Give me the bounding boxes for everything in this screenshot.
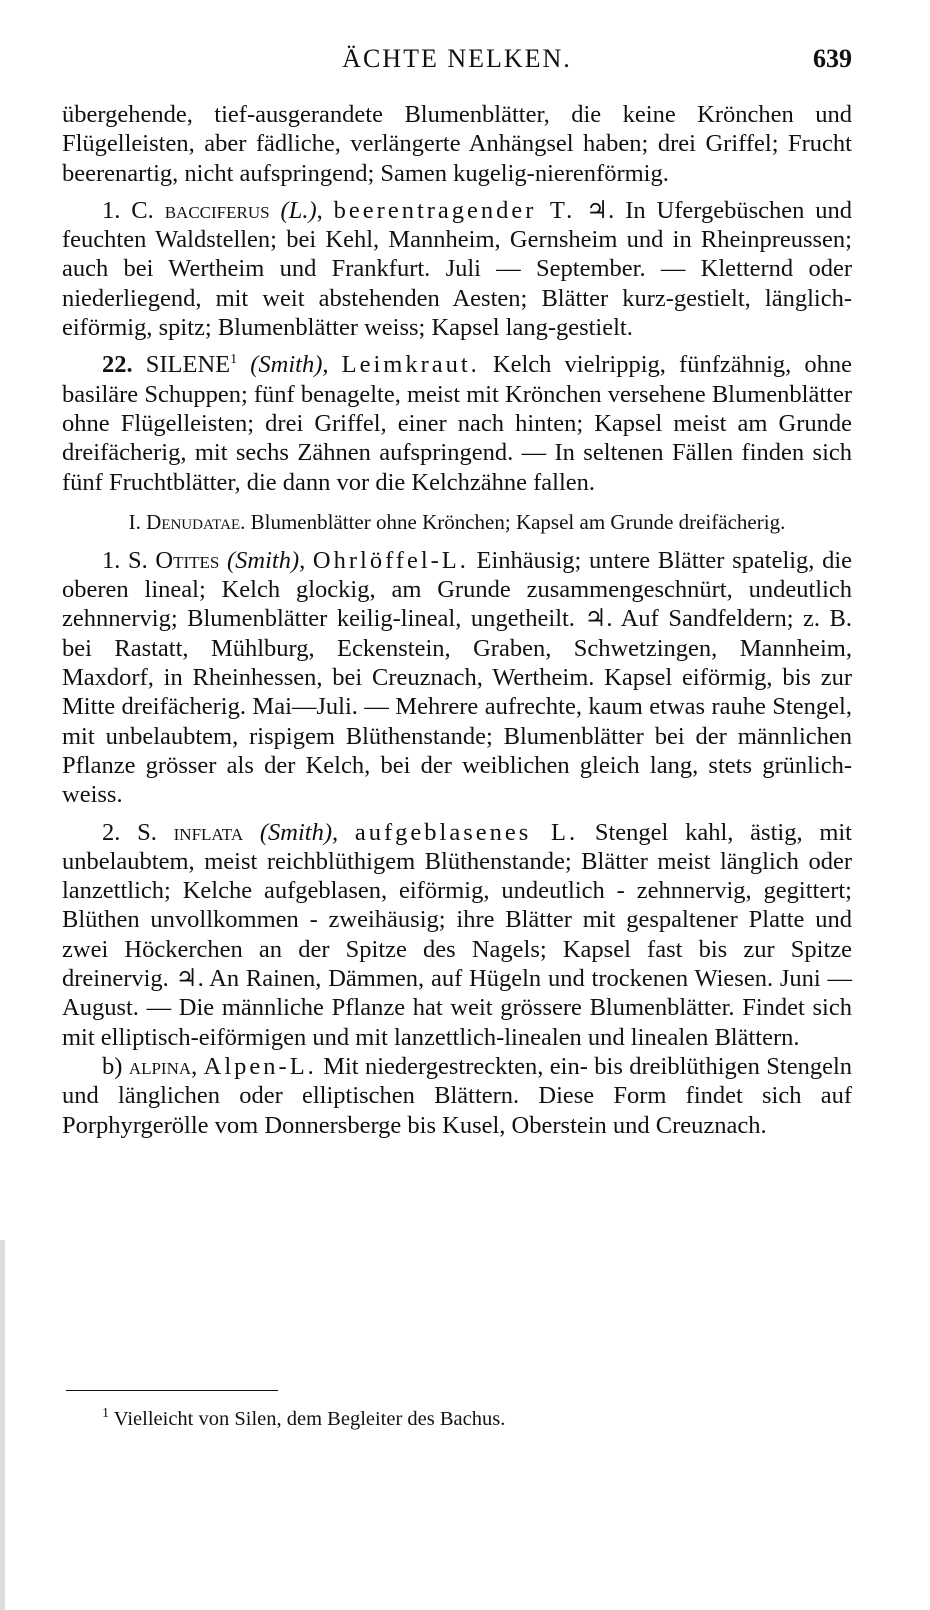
common-name: beerentragender T.	[333, 196, 576, 224]
paragraph-continuation	[62, 100, 852, 188]
genus-number: 22.	[102, 351, 133, 379]
footnote-text: Vielleicht von Silen, dem Begleiter des Bachus.	[113, 1408, 506, 1430]
species-name: bacciferus	[164, 196, 270, 224]
perennial-symbol: ♃.	[586, 196, 615, 224]
paragraph-text: übergehende, tief-ausgerandete Blumenblätter, die keine Krönchen und Flügelleisten, aber fädliche, verlängerte Anhängsel haben; drei Griffel; Frucht beerenartig, nicht aufspringend; Samen kugelig-nierenförmig.	[62, 101, 852, 187]
entry-text: Einhäusig; untere Blätter spatelig, die oberen lineal; Kelch glockig, am Grunde zusammengeschnürt, undeutlich zehnnervig; Blumenblätter keilig-lineal, ungetheilt.	[62, 546, 852, 633]
common-name: Alpen-L.	[203, 1052, 317, 1080]
entry-text: Mit niedergestreckten, ein- bis dreiblüthigen Stengeln und länglichen oder elliptischen Blättern. Diese Form findet sich auf Porphyrgerölle vom Donnersberge bis Kusel, Oberstein und Creuznach.	[62, 1052, 853, 1139]
perennial-symbol: ♃.	[175, 965, 204, 993]
entry-text: An Rainen, Dämmen, auf Hügeln und trockenen Wiesen. Juni —August. — Die männliche Pflanze hat weit grössere Blumenblätter. Findet sich mit elliptisch-eiförmigen und mit lanzettlich-linealen und linealen Blättern.	[62, 965, 853, 1051]
genus-text: Kelch vielrippig, fünfzähnig, ohne basiläre Schuppen; fünf benagelte, meist mit Krönchen versehene Blumenblätter ohne Flügelleisten; drei Griffel, einer nach hinten; Kapsel meist am Grunde dreifächerig, mit sechs Zähnen aufspringend. — In seltenen Fällen finden sich fünf Fruchtblätter, die dann vor die Kelchzähne fallen.	[62, 351, 853, 496]
footnote-marker: 1	[230, 352, 238, 368]
entry-number: 2. S.	[102, 818, 157, 846]
section-heading	[62, 511, 852, 534]
footnote	[102, 1408, 505, 1431]
entry-cucubalus-bacciferus: 1. C. bacciferus (L.), beerentragender T. ♃. In Ufergebüschen und feuchten Waldstellen; bei Kehl, Mannheim, Gernsheim und in Rheinpreussen; auch bei Wertheim und Frankfurt. Juli — September. — Kletternd oder niederliegend, mit weit abstehenden Aesten; Blätter kurz-gestielt, länglich-eiförmig, spitz; Blumenblätter weiss; Kapsel lang-gestielt.	[62, 196, 853, 342]
author-name: (Smith),	[250, 351, 329, 379]
genus-silene	[62, 350, 852, 496]
author-name: (L.)	[280, 196, 317, 224]
common-name: aufgeblasenes L.	[354, 818, 579, 846]
body-text	[62, 100, 852, 1140]
author-name: (Smith),	[259, 818, 339, 846]
page-edge-shadow	[0, 1240, 5, 1610]
entry-text: Auf Sandfeldern; z. B. bei Rastatt, Mühlburg, Eckenstein, Graben, Schwetzingen, Mannheim, Maxdorf, in Rheinhessen, bei Creuznach, Wertheim. Kapsel eiförmig, bis zur Mitte dreifächerig. Mai—Juli. — Mehrere aufrechte, kaum etwas rauhe Stengel, mit unbelaubtem, rispigem Blüthenstande; Blumenblätter bei der männlichen Pflanze grösser als der Kelch, bei der weiblichen gleich lang, stets grünlich-weiss.	[62, 605, 853, 809]
entry-text: Stengel kahl, ästig, mit unbelaubtem, meist reichblüthigem Blüthenstande; Blätter meist länglich oder lanzettlich; Kelche aufgeblasen, eiförmig, undeutlich - zehnnervig, gegittert; Blüthen unvollkommen - zweihäusig; ihre Blätter mit gespaltener Platte und zwei Höckerchen an der Spitze des Nagels; Kapsel fast bis zur Spitze dreinervig.	[62, 818, 852, 993]
genus-name: SILENE	[145, 351, 231, 379]
common-name: Ohrlöffel-L.	[312, 546, 469, 574]
entry-variety-alpina	[62, 1052, 852, 1140]
section-lead: I. Denudatae.	[128, 509, 246, 534]
entry-text: In Ufergebüschen und feuchten Waldstellen; bei Kehl, Mannheim, Gernsheim und in Rheinpreussen; auch bei Wertheim und Frankfurt. Juli — September. — Kletternd oder niederliegend, mit weit abstehenden Aesten; Blätter kurz-gestielt, länglich-eiförmig, spitz; Blumenblätter weiss; Kapsel lang-gestielt.	[62, 196, 853, 342]
entry-number: 1. S.	[102, 546, 148, 574]
perennial-symbol: ♃.	[584, 605, 613, 633]
section-text: Blumenblätter ohne Krönchen; Kapsel am Grunde dreifächerig.	[250, 509, 786, 534]
running-title: ÄCHTE NELKEN.	[342, 44, 572, 73]
footnote-rule	[66, 1390, 278, 1391]
page-header	[62, 44, 852, 84]
author-name: (Smith),	[227, 546, 306, 574]
entry-number: b)	[102, 1052, 123, 1080]
species-name: Otites	[155, 546, 220, 574]
entry-silene-inflata	[62, 818, 852, 1052]
book-page	[62, 0, 852, 1610]
page-number: 639	[813, 44, 852, 73]
common-name: Leimkraut.	[341, 351, 480, 379]
entry-number: 1. C.	[102, 196, 154, 224]
footnote-mark: 1	[102, 1406, 109, 1422]
entry-silene-otites	[62, 546, 852, 810]
species-name: inflata	[173, 818, 244, 846]
species-name: alpina,	[128, 1052, 198, 1080]
